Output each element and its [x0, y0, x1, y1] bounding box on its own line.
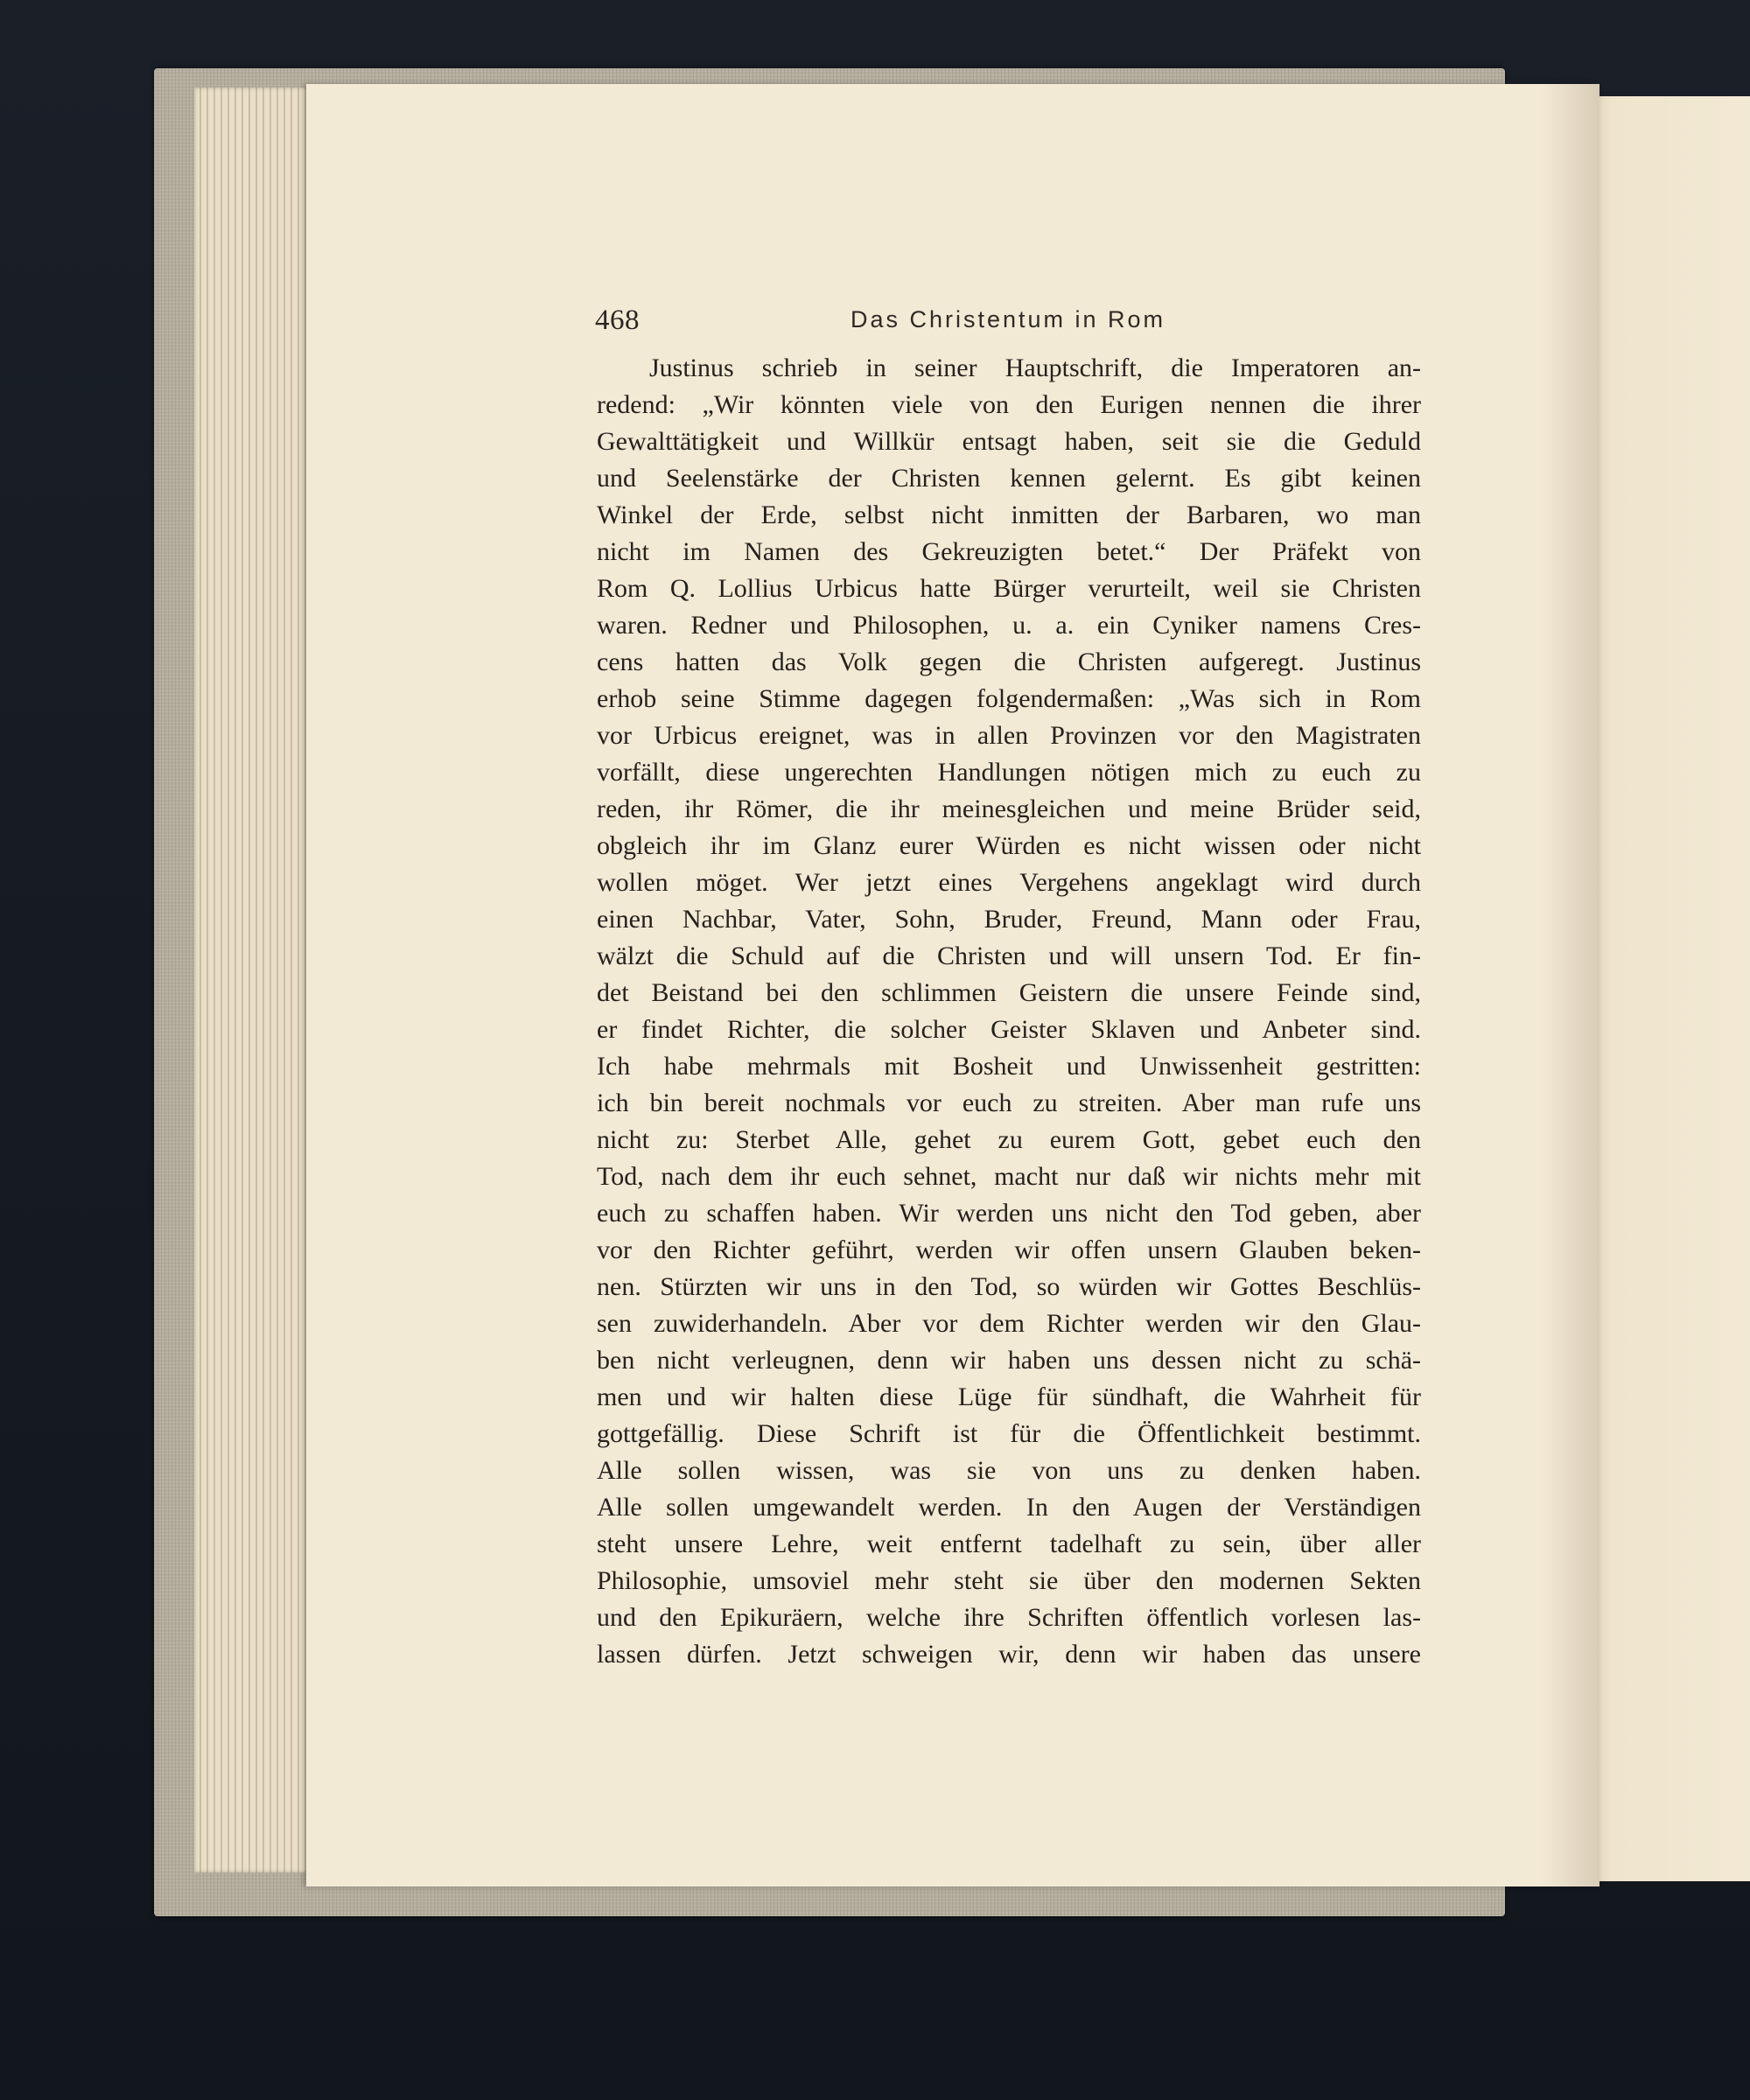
- text-line: er findet Richter, die solcher Geister Sklaven und Anbeter sind.: [597, 1015, 1421, 1044]
- text-line: reden, ihr Römer, die ihr meinesgleichen und meine Brüder seid,: [597, 794, 1421, 823]
- text-line: gottgefällig. Diese Schrift ist für die Öffentlichkeit bestimmt.: [597, 1419, 1421, 1448]
- text-line: erhob seine Stimme dagegen folgendermaßen: „Was sich in Rom: [597, 684, 1421, 713]
- text-line: und Seelenstärke der Christen kennen gelernt. Es gibt keinen: [597, 464, 1421, 493]
- text-line: Winkel der Erde, selbst nicht inmitten der Barbaren, wo man: [597, 500, 1421, 529]
- text-line: det Beistand bei den schlimmen Geistern die unsere Feinde sind,: [597, 978, 1421, 1007]
- text-line: men und wir halten diese Lüge für sündhaft, die Wahrheit für: [597, 1382, 1421, 1411]
- text-line: cens hatten das Volk gegen die Christen aufgeregt. Justinus: [597, 648, 1421, 676]
- text-line: waren. Redner und Philosophen, u. a. ein Cyniker namens Cres-: [597, 611, 1421, 640]
- text-line: vorfällt, diese ungerechten Handlungen nötigen mich zu euch zu: [597, 758, 1421, 787]
- text-line: sen zuwiderhandeln. Aber vor dem Richter werden wir den Glau-: [597, 1309, 1421, 1338]
- text-line: Justinus schrieb in seiner Hauptschrift, die Imperatoren an-: [649, 354, 1421, 382]
- text-line: nicht zu: Sterbet Alle, gehet zu eurem Gott, gebet euch den: [597, 1125, 1421, 1154]
- text-line: nen. Stürzten wir uns in den Tod, so würden wir Gottes Beschlüs-: [597, 1272, 1421, 1301]
- text-line: obgleich ihr im Glanz eurer Würden es nicht wissen oder nicht: [597, 831, 1421, 860]
- text-line: redend: „Wir könnten viele von den Eurigen nennen die ihrer: [597, 390, 1421, 419]
- text-line: Tod, nach dem ihr euch sehnet, macht nur daß wir nichts mehr mit: [597, 1162, 1421, 1191]
- text-line: Ich habe mehrmals mit Bosheit und Unwissenheit gestritten:: [597, 1052, 1421, 1081]
- text-line: wälzt die Schuld auf die Christen und will unsern Tod. Er fin-: [597, 942, 1421, 970]
- text-line: vor Urbicus ereignet, was in allen Provinzen vor den Magistraten: [597, 721, 1421, 750]
- text-line: und den Epikuräern, welche ihre Schriften öffentlich vorlesen las-: [597, 1603, 1421, 1632]
- gutter-shadow: [1540, 84, 1600, 1886]
- running-head: [595, 299, 1421, 345]
- text-line: Alle sollen umgewandelt werden. In den Augen der Verständigen: [597, 1493, 1421, 1522]
- text-line: nicht im Namen des Gekreuzigten betet.“ Der Präfekt von: [597, 537, 1421, 566]
- text-line: ben nicht verleugnen, denn wir haben uns dessen nicht zu schä-: [597, 1346, 1421, 1375]
- text-line: euch zu schaffen haben. Wir werden uns nicht den Tod geben, aber: [597, 1199, 1421, 1228]
- page-number: 468: [595, 304, 640, 336]
- text-line: vor den Richter geführt, werden wir offen unsern Glauben beken-: [597, 1236, 1421, 1264]
- text-line: wollen möget. Wer jetzt eines Vergehens angeklagt wird durch: [597, 868, 1421, 897]
- text-line: Rom Q. Lollius Urbicus hatte Bürger verurteilt, weil sie Christen: [597, 574, 1421, 603]
- text-line: Gewalttätigkeit und Willkür entsagt haben, seit sie die Geduld: [597, 427, 1421, 456]
- text-line: steht unsere Lehre, weit entfernt tadelhaft zu sein, über aller: [597, 1530, 1421, 1558]
- text-line: einen Nachbar, Vater, Sohn, Bruder, Freund, Mann oder Frau,: [597, 905, 1421, 934]
- running-title: Das Christentum in Rom: [850, 306, 1166, 332]
- text-line: Philosophie, umsoviel mehr steht sie über den modernen Sekten: [597, 1566, 1421, 1595]
- text-line: Alle sollen wissen, was sie von uns zu denken haben.: [597, 1456, 1421, 1485]
- body-text: [597, 350, 1421, 1673]
- text-line: ich bin bereit nochmals vor euch zu streiten. Aber man rufe uns: [597, 1088, 1421, 1117]
- facing-page-edge: [1582, 96, 1750, 1881]
- text-line: lassen dürfen. Jetzt schweigen wir, denn wir haben das unsere: [597, 1640, 1421, 1669]
